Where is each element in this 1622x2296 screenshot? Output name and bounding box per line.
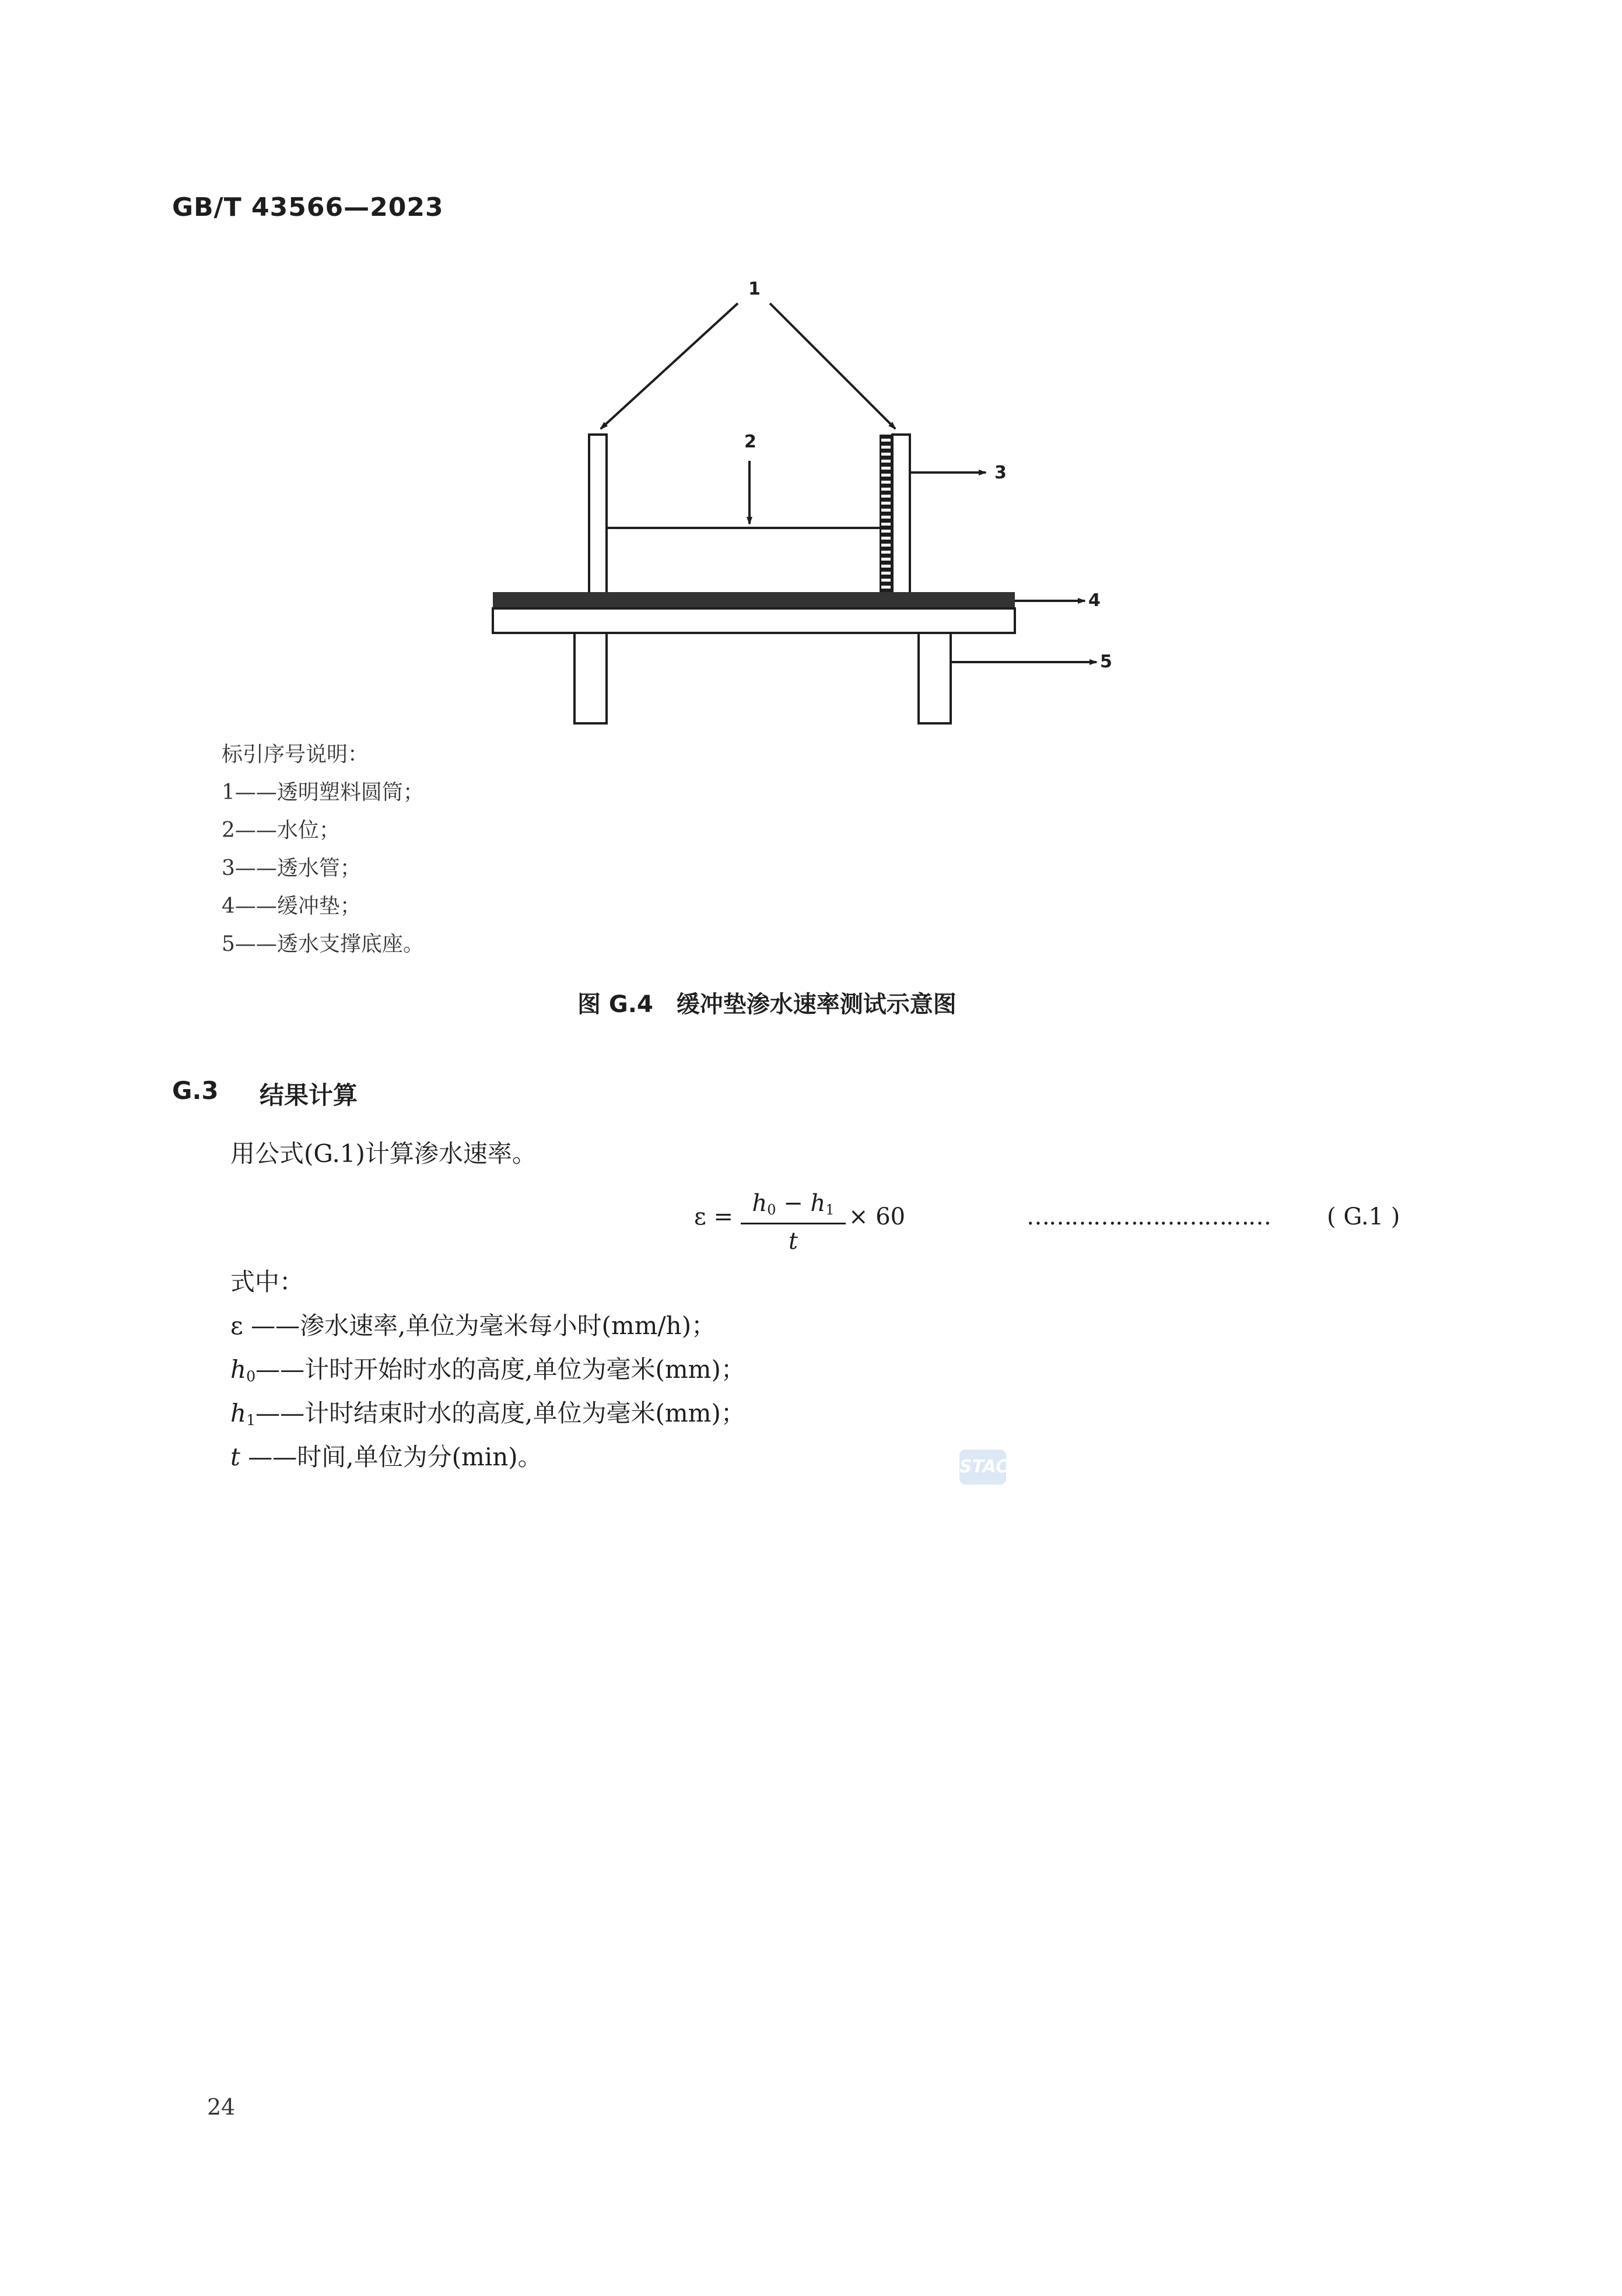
left-cylinder-wall [589,435,607,599]
legend-item: 4——缓冲垫； [222,894,361,918]
callout-4-label: 4 [1088,590,1101,611]
tube-graduation-tick [881,502,891,505]
tube-graduation-tick [881,530,891,533]
tube-graduation-tick [881,474,891,477]
formula-number: ( G.1 ) [1327,1203,1400,1230]
formula-leader-dots: …………………………… [1027,1203,1270,1230]
legend-item: 2——水位； [222,818,340,842]
formula-fraction [741,1190,846,1255]
tube-graduation-tick [881,544,891,547]
cushion-pad [493,592,1015,608]
section-number: G.3 [172,1076,219,1105]
stac-logo-watermark: STAC [959,1450,1006,1485]
definition-epsilon: ε ——渗水速率,单位为毫米每小时(mm/h)； [230,1311,716,1340]
intro-text: 用公式(G.1)计算渗水速率。 [230,1139,537,1168]
definition-h0: $h_0——$计时开始时水的高度,单位为毫米(mm)； [230,1355,745,1385]
legend-title: 标引序号说明： [222,743,369,766]
tube-graduation-tick [881,558,891,561]
page-number: 24 [207,2094,236,2120]
legend-item: 1——透明塑料圆筒； [222,780,424,804]
callout-3-label: 3 [994,463,1007,483]
right-cylinder-wall [892,435,910,599]
where-label: 式中： [230,1268,304,1296]
tube-graduation-tick [881,523,891,526]
tube-graduation-tick [881,565,891,568]
tube-graduation-tick [881,481,891,484]
permeability-test-diagram [0,0,1622,758]
tube-graduation-tick [881,446,891,449]
tube-graduation-tick [881,586,891,589]
definition-t: t ——时间,单位为分(min)。 [230,1443,542,1471]
formula-lhs: ε = [694,1203,733,1230]
callout-1-arrow-right [770,303,895,429]
figure-caption: 图 G.4 缓冲垫渗水速率测试示意图 [577,991,957,1018]
tube-graduation-tick [881,572,891,575]
support-base-plate [493,608,1015,633]
support-base-leg-left [574,633,607,723]
standard-number: GB/T 43566—2023 [172,192,444,222]
legend-item: 3——透水管； [222,856,361,880]
support-base-leg-right [919,633,951,723]
formula-numerator: $h_0 - h_1$ [752,1190,835,1218]
callout-2-label: 2 [744,432,756,452]
permeable-tube [880,435,892,599]
tube-graduation-tick [881,579,891,582]
tube-graduation-tick [881,551,891,554]
tube-graduation-tick [881,495,891,498]
tube-graduation-tick [881,509,891,512]
tube-graduation-tick [881,453,891,456]
legend-item: 5——透水支撑底座。 [222,932,424,956]
tube-graduation-tick [881,439,891,442]
formula-denominator: t [788,1228,798,1255]
section-title: 结果计算 [260,1081,358,1110]
definition-h1: $h_1——$计时结束时水的高度,单位为毫米(mm)； [230,1399,745,1429]
tube-graduation-tick [881,488,891,491]
callout-1-arrow-left [601,303,738,429]
tube-graduation-tick [881,460,891,463]
tube-graduation-tick [881,516,891,519]
tube-graduation-tick [881,467,891,470]
callout-5-label: 5 [1100,652,1112,672]
formula-multiplier: × 60 [849,1203,906,1230]
callout-1-label: 1 [748,279,761,299]
tube-graduation-tick [881,537,891,540]
